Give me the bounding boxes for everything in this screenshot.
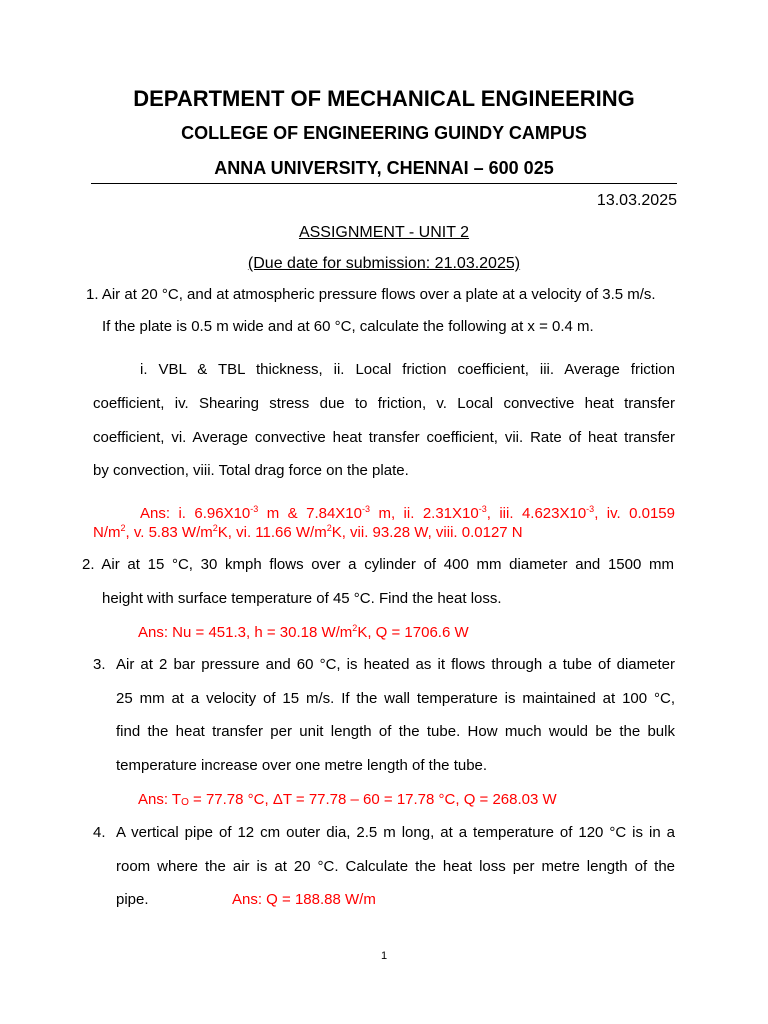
university-heading: ANNA UNIVERSITY, CHENNAI – 600 025	[214, 158, 554, 178]
q1-answer-line-1: Ans: i. $6.96X10^{-3}$ m & $7.84X10^{-3}$ m, ii. $2.31X10^{-3}$, iii. $4.623X10^{-3}$, iv. 0.0159	[140, 504, 675, 522]
q2-line-1: 2. Air at 15 °C, 30 kmph flows over a cylinder of 400 mm diameter and 1500 mm	[82, 556, 674, 573]
q2-line-2: height with surface temperature of 45 °C. Find the heat loss.	[102, 590, 502, 607]
page-number: 1	[380, 950, 388, 962]
q4-number: 4.	[93, 824, 106, 841]
document-date: 13.03.2025	[596, 192, 677, 209]
q1-items-line-1: i. VBL & TBL thickness, ii. Local friction coefficient, iii. Average friction	[140, 361, 675, 378]
q2-answer: Ans: Nu = 451.3, h = 30.18 $W/m^2K$, Q = 1706.6 W	[138, 623, 469, 641]
q4-line-3: pipe.	[116, 891, 149, 908]
q1-line-1: 1. Air at 20 °C, and at atmospheric pressure flows over a plate at a velocity of 3.5 m/s.	[86, 286, 656, 303]
college-heading: COLLEGE OF ENGINEERING GUINDY CAMPUS	[181, 123, 587, 143]
q1-items-line-3: coefficient, vi. Average convective heat transfer coefficient, vii. Rate of heat transfer	[93, 429, 675, 446]
q4-line-2: room where the air is at 20 °C. Calculate the heat loss per metre length of the	[116, 858, 675, 875]
q4-line-1: A vertical pipe of 12 cm outer dia, 2.5 m long, at a temperature of 120 °C is in a	[116, 824, 675, 841]
q3-line-3: find the heat transfer per unit length of the tube. How much would be the bulk	[116, 723, 675, 740]
header-divider	[91, 183, 677, 184]
q1-items-line-4: by convection, viii. Total drag force on the plate.	[93, 462, 409, 479]
q3-number: 3.	[93, 656, 106, 673]
q1-items-line-2: coefficient, iv. Shearing stress due to friction, v. Local convective heat transfer	[93, 395, 675, 412]
q3-line-4: temperature increase over one metre length of the tube.	[116, 757, 488, 774]
q3-line-1: Air at 2 bar pressure and 60 °C, is heated as it flows through a tube of diameter	[116, 656, 675, 673]
q1-answer-line-2: $N/m^2$, v. 5.83 $W/m^2K$, vi. 11.66 $W/m^2K$, vii. 93.28 W, viii. 0.0127 N	[93, 523, 523, 541]
q3-answer: Ans: $T_O = 77.78$ °C, ΔT = 77.78 – 60 = 17.78 °C, Q = 268.03 W	[138, 791, 557, 808]
q3-line-2: 25 mm at a velocity of 15 m/s. If the wall temperature is maintained at 100 °C,	[116, 690, 675, 707]
q4-answer: Ans: Q = 188.88 W/m	[232, 891, 376, 908]
department-heading: DEPARTMENT OF MECHANICAL ENGINEERING	[133, 86, 635, 111]
due-date: (Due date for submission: 21.03.2025)	[247, 255, 521, 272]
assignment-title: ASSIGNMENT - UNIT 2	[298, 224, 470, 241]
q1-line-2: If the plate is 0.5 m wide and at 60 °C, calculate the following at x = 0.4 m.	[102, 318, 594, 335]
